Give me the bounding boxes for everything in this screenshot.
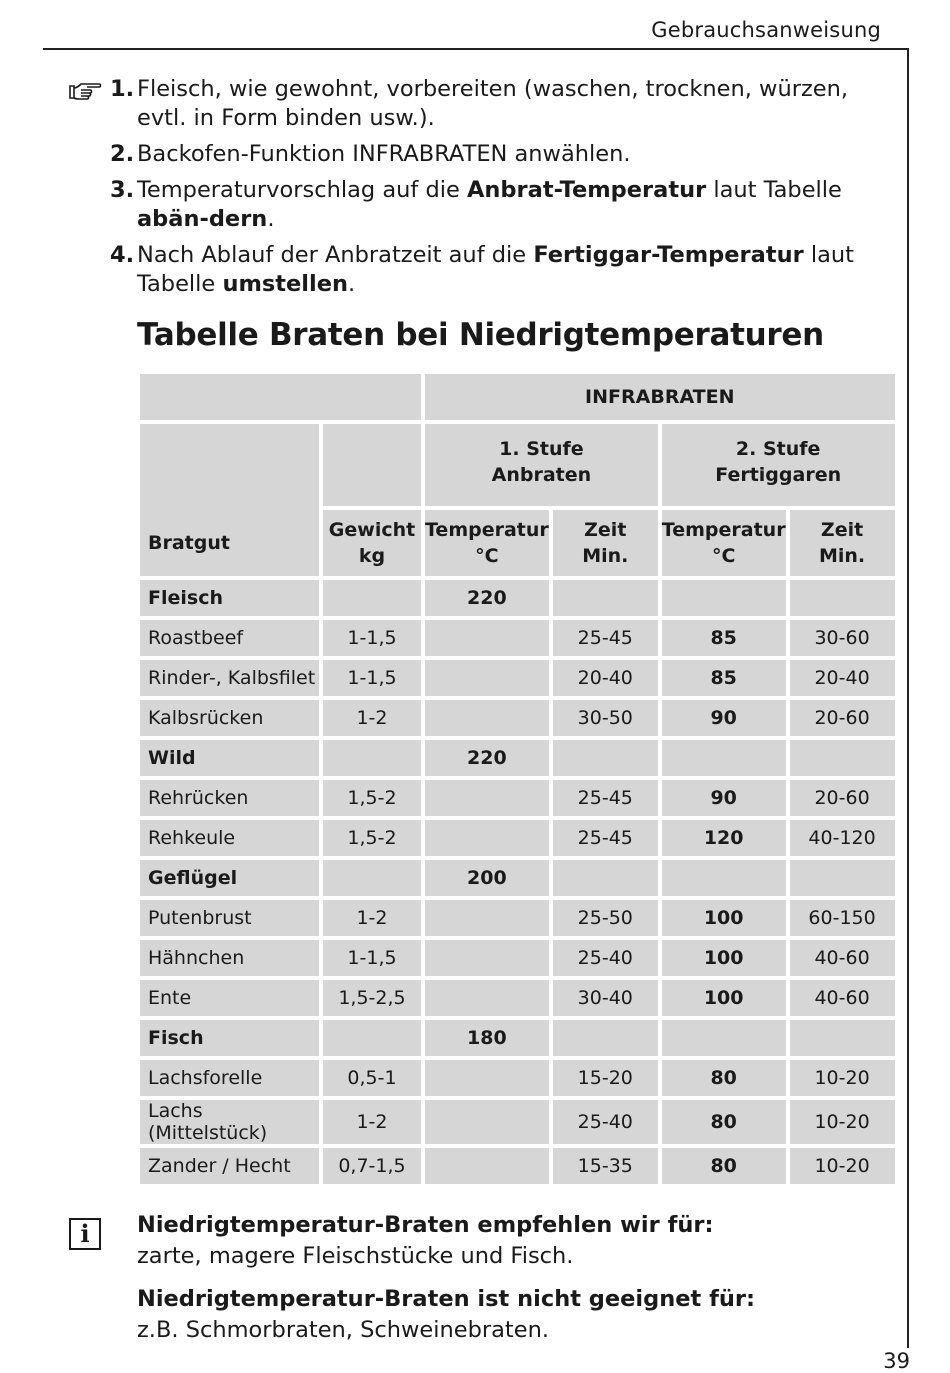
cell-temp2: 90: [662, 700, 786, 736]
cell-temp1: [425, 620, 549, 656]
cell-temp2: [662, 860, 786, 896]
cell-zeit2: 40-60: [790, 940, 895, 976]
col-temp2-label: Temperatur: [661, 519, 786, 541]
col-zeit2-header: [790, 510, 895, 576]
step-text-part: .: [348, 271, 356, 297]
cell-bratgut: Lachs (Mittelstück): [140, 1100, 319, 1144]
cell-gewicht: 1,5-2: [323, 780, 421, 816]
cell-temp2: 85: [662, 620, 786, 656]
cell-bratgut: Wild: [140, 740, 319, 776]
cell-zeit2: [790, 740, 895, 776]
stufe2-subtitle: Fertiggaren: [715, 464, 842, 486]
step-text: [137, 176, 890, 234]
notes: [137, 1210, 897, 1358]
col-temp2-unit: °C: [711, 545, 736, 567]
cell-temp2: 80: [662, 1100, 786, 1144]
cell-gewicht: 1-1,5: [323, 620, 421, 656]
cell-gewicht: [323, 740, 421, 776]
cell-zeit1: [553, 1020, 658, 1056]
step-text-part: .: [267, 206, 275, 232]
cell-bratgut: Hähnchen: [140, 940, 319, 976]
cell-temp2: [662, 1020, 786, 1056]
cell-bratgut: Rinder-, Kalbsfilet: [140, 660, 319, 696]
col-zeit2-unit: Min.: [818, 545, 866, 567]
cell-temp2: 85: [662, 660, 786, 696]
page-number: 39: [883, 1349, 910, 1373]
cell-temp2: 100: [662, 900, 786, 936]
cell-temp1: [425, 900, 549, 936]
col-temp1-label: Temperatur: [425, 519, 549, 541]
step-text-part: Fleisch, wie gewohnt, vorbereiten (waschen, trocknen, würzen, evtl. in Form binden usw.).: [137, 76, 849, 131]
cell-temp1: 220: [425, 740, 549, 776]
pointing-hand-icon: [68, 80, 102, 102]
cell-zeit1: 30-50: [553, 700, 658, 736]
cell-bratgut: Kalbsrücken: [140, 700, 319, 736]
table-row: [140, 820, 895, 856]
step-item: [110, 140, 890, 169]
cell-temp1: [425, 1148, 549, 1184]
category-row: [140, 580, 895, 616]
cell-gewicht: 1-2: [323, 700, 421, 736]
cell-bratgut: Lachsforelle: [140, 1060, 319, 1096]
cell-gewicht: [323, 1020, 421, 1056]
cell-zeit2: 30-60: [790, 620, 895, 656]
cell-zeit2: [790, 860, 895, 896]
cell-temp2: 80: [662, 1148, 786, 1184]
cell-gewicht: 0,7-1,5: [323, 1148, 421, 1184]
col-zeit2-label: Zeit: [820, 519, 864, 541]
cell-temp2: 90: [662, 780, 786, 816]
step-text: [137, 75, 890, 133]
step-text-part: Nach Ablauf der Anbratzeit auf die: [137, 242, 534, 268]
step-text-part: laut Tabelle: [137, 242, 854, 297]
cell-temp2: [662, 740, 786, 776]
stufe1-subtitle: Anbraten: [491, 464, 592, 486]
table-body: [140, 580, 895, 1184]
col-gewicht-label: Gewicht: [328, 519, 416, 541]
cell-zeit1: 20-40: [553, 660, 658, 696]
cell-zeit1: [553, 740, 658, 776]
table-row: [140, 1148, 895, 1184]
table-row: [140, 780, 895, 816]
cell-zeit2: 10-20: [790, 1060, 895, 1096]
cell-temp2: 80: [662, 1060, 786, 1096]
cell-bratgut: Fisch: [140, 1020, 319, 1056]
cell-zeit2: 60-150: [790, 900, 895, 936]
step-text-part: Temperaturvorschlag auf die: [137, 177, 467, 203]
table-row: [140, 660, 895, 696]
step-text: [137, 140, 890, 169]
cell-temp1: [425, 780, 549, 816]
col-zeit1-unit: Min.: [582, 545, 629, 567]
cell-gewicht: 1-1,5: [323, 940, 421, 976]
cell-temp1: [425, 1060, 549, 1096]
cell-zeit2: 20-60: [790, 700, 895, 736]
cell-bratgut: Zander / Hecht: [140, 1148, 319, 1184]
note-recommended-head: Niedrigtemperatur-Braten empfehlen wir für:: [137, 1212, 714, 1238]
cell-zeit2: [790, 580, 895, 616]
cell-temp1: [425, 660, 549, 696]
cell-gewicht: 1,5-2: [323, 820, 421, 856]
cell-zeit2: 40-60: [790, 980, 895, 1016]
cell-zeit1: [553, 860, 658, 896]
cell-temp1: [425, 1100, 549, 1144]
cell-zeit1: 25-45: [553, 620, 658, 656]
table-row: [140, 900, 895, 936]
cell-zeit2: 20-40: [790, 660, 895, 696]
step-emphasis: abän-dern: [137, 206, 268, 232]
step-text-part: Backofen-Funktion INFRABRATEN anwählen.: [137, 141, 631, 167]
cell-gewicht: 0,5-1: [323, 1060, 421, 1096]
cell-bratgut: Ente: [140, 980, 319, 1016]
cell-zeit1: 25-45: [553, 780, 658, 816]
cell-temp1: [425, 980, 549, 1016]
cell-gewicht: [323, 580, 421, 616]
cell-temp2: [662, 580, 786, 616]
cell-temp2: 100: [662, 980, 786, 1016]
note-unsuitable-text: z.B. Schmorbraten, Schweinebraten.: [137, 1317, 550, 1343]
category-row: [140, 860, 895, 896]
step-number: 4.: [110, 242, 135, 268]
step-emphasis: umstellen: [222, 271, 349, 297]
cell-zeit2: 40-120: [790, 820, 895, 856]
col-temp1-header: [425, 510, 549, 576]
note-unsuitable-head: Niedrigtemperatur-Braten ist nicht geeignet für:: [137, 1286, 756, 1312]
table-row: [140, 980, 895, 1016]
cell-zeit1: 25-40: [553, 940, 658, 976]
header-blank: [323, 424, 421, 506]
cell-bratgut: Rehkeule: [140, 820, 319, 856]
cell-temp2: 120: [662, 820, 786, 856]
cell-bratgut: Geflügel: [140, 860, 319, 896]
cell-gewicht: 1-2: [323, 900, 421, 936]
step-emphasis: Fertiggar-Temperatur: [533, 242, 804, 268]
cell-temp1: [425, 820, 549, 856]
col-zeit1-header: [553, 510, 658, 576]
step-number: 1.: [110, 76, 135, 102]
cell-temp1: [425, 700, 549, 736]
cell-zeit1: 30-40: [553, 980, 658, 1016]
col-bratgut-header: Bratgut: [140, 424, 319, 576]
header-blank: [140, 374, 421, 420]
table-row: [140, 620, 895, 656]
category-row: [140, 740, 895, 776]
table-row: [140, 1060, 895, 1096]
cell-bratgut: Rehrücken: [140, 780, 319, 816]
cell-temp1: 220: [425, 580, 549, 616]
note-recommended: [137, 1210, 897, 1272]
stufe2-header: [662, 424, 895, 506]
step-emphasis: Anbrat-Temperatur: [467, 177, 707, 203]
step-text-part: laut Tabelle: [706, 177, 842, 203]
cell-gewicht: 1-1,5: [323, 660, 421, 696]
table-row: [140, 700, 895, 736]
cell-temp1: 180: [425, 1020, 549, 1056]
category-row: [140, 1020, 895, 1056]
stufe1-header: [425, 424, 658, 506]
cell-gewicht: 1,5-2,5: [323, 980, 421, 1016]
cell-temp1: 200: [425, 860, 549, 896]
cell-zeit1: 25-45: [553, 820, 658, 856]
stufe2-title: 2. Stufe: [735, 438, 821, 460]
info-icon: i: [69, 1218, 101, 1250]
step-text: [137, 241, 890, 299]
cell-bratgut: Fleisch: [140, 580, 319, 616]
step-item: [110, 241, 890, 299]
cell-zeit2: 20-60: [790, 780, 895, 816]
col-temp2-header: [662, 510, 786, 576]
header-title: Gebrauchsanweisung: [651, 18, 881, 42]
cell-zeit1: 15-20: [553, 1060, 658, 1096]
cell-gewicht: 1-2: [323, 1100, 421, 1144]
cell-zeit1: 25-50: [553, 900, 658, 936]
col-temp1-unit: °C: [475, 545, 499, 567]
table-row: [140, 1100, 895, 1144]
note-recommended-text: zarte, magere Fleischstücke und Fisch.: [137, 1243, 574, 1269]
step-number: 2.: [110, 141, 135, 167]
instruction-steps: [110, 75, 890, 306]
cell-temp2: 100: [662, 940, 786, 976]
table-row: [140, 940, 895, 976]
stufe1-title: 1. Stufe: [499, 438, 584, 460]
cell-bratgut: Putenbrust: [140, 900, 319, 936]
cell-gewicht: [323, 860, 421, 896]
table-title: Tabelle Braten bei Niedrigtemperaturen: [137, 317, 824, 353]
cell-zeit2: 10-20: [790, 1148, 895, 1184]
cell-zeit1: 25-40: [553, 1100, 658, 1144]
side-rule: [907, 48, 909, 1348]
cell-bratgut: Roastbeef: [140, 620, 319, 656]
step-number: 3.: [110, 177, 135, 203]
col-gewicht-unit: kg: [358, 545, 386, 567]
cell-zeit2: [790, 1020, 895, 1056]
header-rule: [43, 48, 909, 50]
col-gewicht-header: [323, 510, 421, 576]
roasting-table: [136, 370, 899, 1188]
col-zeit1-label: Zeit: [584, 519, 627, 541]
cell-zeit1: 15-35: [553, 1148, 658, 1184]
infrabraten-header: INFRABRATEN: [425, 374, 895, 420]
cell-temp1: [425, 940, 549, 976]
note-unsuitable: [137, 1284, 897, 1346]
cell-zeit1: [553, 580, 658, 616]
step-item: [110, 176, 890, 234]
cell-zeit2: 10-20: [790, 1100, 895, 1144]
step-item: [110, 75, 890, 133]
